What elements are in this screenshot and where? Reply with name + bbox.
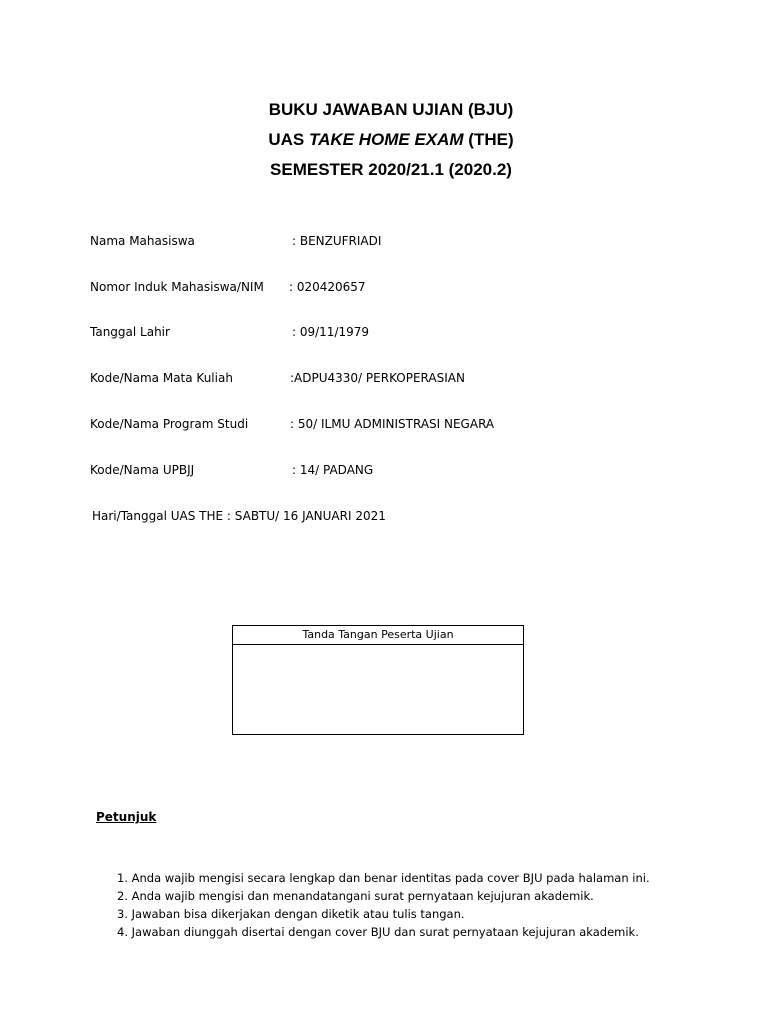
hari-tanggal-row: [92, 508, 386, 524]
value-mata-kuliah: :ADPU4330/ PERKOPERASIAN: [290, 371, 465, 385]
document-title: [0, 100, 768, 120]
document-subtitle: [0, 130, 768, 150]
label-tanggal-lahir: Tanggal Lahir: [90, 325, 170, 339]
title-line-1: BUKU JAWABAN UJIAN (BJU): [268, 100, 514, 119]
label-program-studi: Kode/Nama Program Studi: [90, 417, 249, 431]
label-nim: Nomor Induk Mahasiswa/NIM: [90, 280, 264, 294]
value-nama-mahasiswa: : BENZUFRIADI: [292, 234, 382, 248]
instruction-item-1: 1. Anda wajib mengisi secara lengkap dan benar identitas pada cover BJU pada halaman ini.: [117, 871, 650, 885]
title-line-2-suffix: (THE): [463, 130, 514, 149]
value-tanggal-lahir: : 09/11/1979: [292, 325, 370, 339]
instruction-item-2: 2. Anda wajib mengisi dan menandatangani surat pernyataan kejujuran akademik.: [117, 889, 594, 903]
instruction-item-3: 3. Jawaban bisa dikerjakan dengan diketik atau tulis tangan.: [117, 907, 465, 921]
signature-box: [232, 625, 524, 735]
semester-title: [0, 160, 768, 180]
value-hari-tanggal: : SABTU/ 16 JANUARI 2021: [226, 509, 386, 523]
title-line-2-italic: TAKE HOME EXAM: [309, 130, 464, 149]
value-upbjj: : 14/ PADANG: [292, 463, 374, 477]
signature-area[interactable]: [233, 645, 523, 735]
label-nama-mahasiswa: Nama Mahasiswa: [90, 234, 195, 248]
signature-box-title: Tanda Tangan Peserta Ujian: [233, 626, 523, 645]
value-program-studi: : 50/ ILMU ADMINISTRASI NEGARA: [290, 417, 495, 431]
label-hari-tanggal: Hari/Tanggal UAS THE: [92, 509, 224, 523]
instruction-item-4: 4. Jawaban diunggah disertai dengan cover BJU dan surat pernyataan kejujuran akademik.: [117, 925, 639, 939]
title-line-3: SEMESTER 2020/21.1 (2020.2): [270, 160, 512, 179]
value-nim: : 020420657: [289, 280, 366, 294]
instructions-heading: Petunjuk: [96, 810, 157, 824]
title-line-2-prefix: UAS: [268, 130, 309, 149]
label-mata-kuliah: Kode/Nama Mata Kuliah: [90, 371, 233, 385]
label-upbjj: Kode/Nama UPBJJ: [90, 463, 195, 477]
